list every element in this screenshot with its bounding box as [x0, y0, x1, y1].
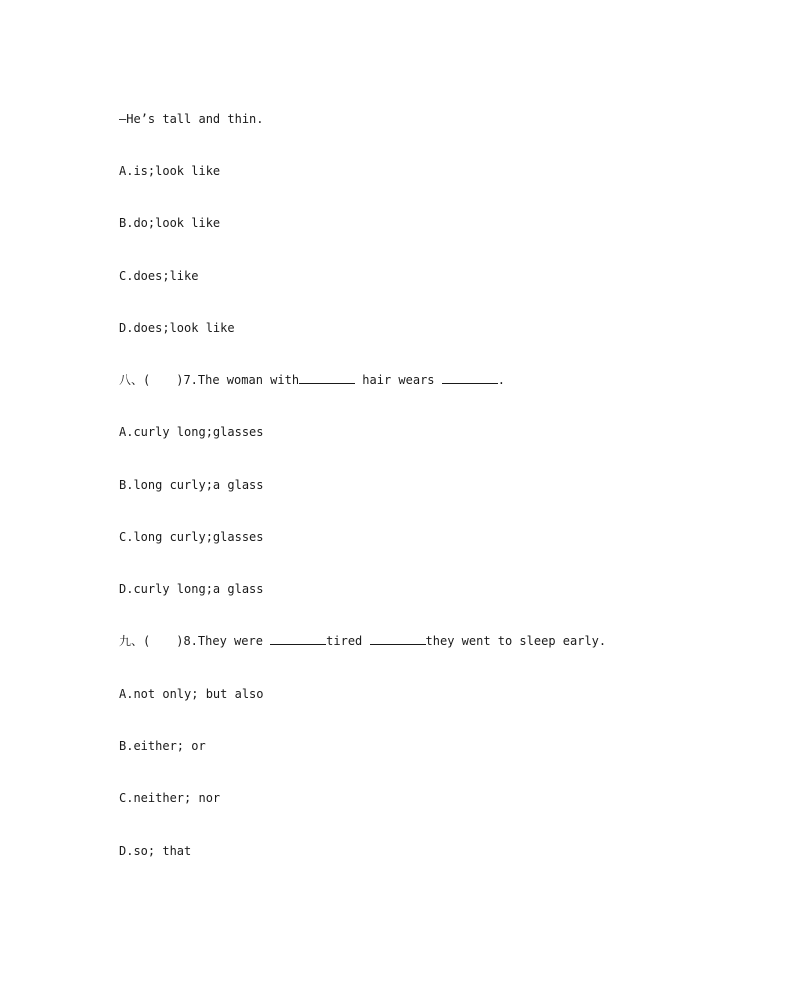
question-8	[119, 633, 606, 649]
q8-stem-end: they went to sleep early.	[425, 634, 607, 648]
fill-blank	[370, 633, 426, 645]
q7-stem-mid: hair wears	[355, 373, 442, 387]
q8-option-c: C.neither; nor	[119, 791, 221, 805]
answer-line: —He’s tall and thin.	[119, 112, 264, 126]
q6-option-d: D.does;look like	[119, 321, 235, 335]
question-7	[119, 372, 505, 388]
q8-stem-start: )8.They were	[176, 634, 271, 648]
q7-stem-start: )7.The woman with	[176, 373, 300, 387]
q7-option-a: A.curly long;glasses	[119, 425, 264, 439]
fill-blank	[270, 633, 326, 645]
q7-option-d: D.curly long;a glass	[119, 582, 264, 596]
q7-section-label: 八、(	[119, 373, 151, 387]
q8-stem-mid: tired	[326, 634, 370, 648]
q8-option-d: D.so; that	[119, 844, 192, 858]
q7-option-b: B.long curly;a glass	[119, 478, 264, 492]
q6-option-a: A.is;look like	[119, 164, 221, 178]
q6-option-c: C.does;like	[119, 269, 199, 283]
q8-option-b: B.either; or	[119, 739, 206, 753]
q8-option-a: A.not only; but also	[119, 687, 264, 701]
fill-blank	[442, 372, 498, 384]
q6-option-b: B.do;look like	[119, 216, 221, 230]
q7-option-c: C.long curly;glasses	[119, 530, 264, 544]
q7-stem-end: .	[497, 373, 505, 387]
q8-section-label: 九、(	[119, 634, 151, 648]
fill-blank	[299, 372, 355, 384]
